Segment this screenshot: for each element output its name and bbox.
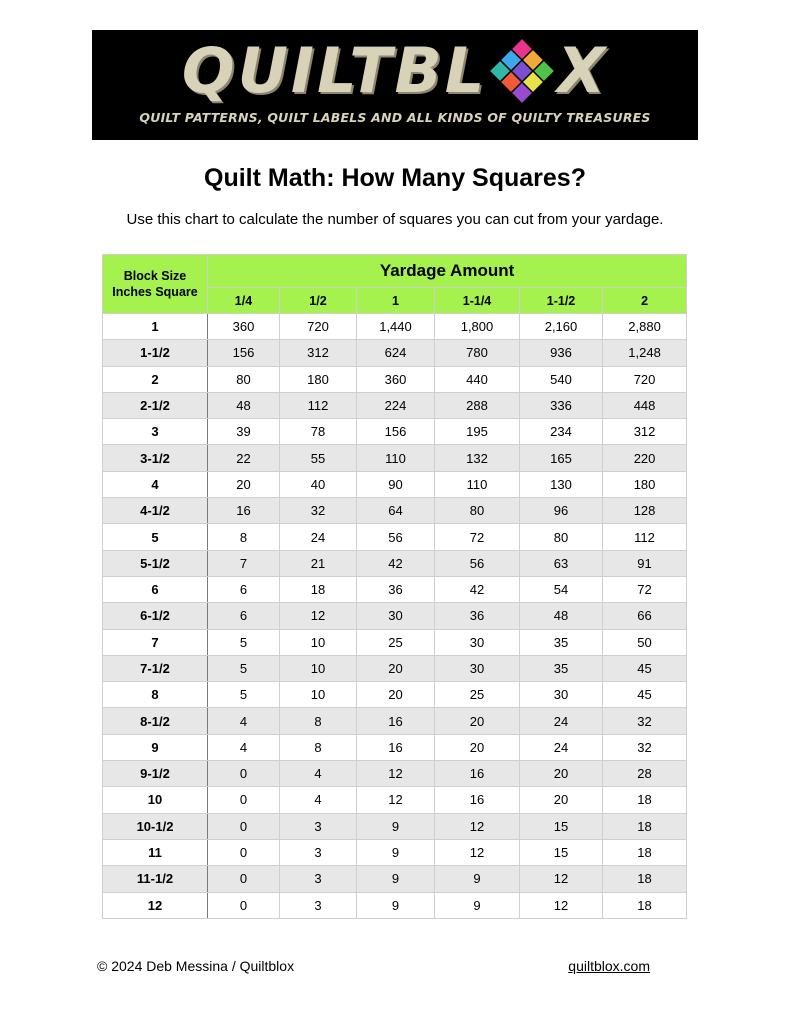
squares-count-cell: 3 (280, 866, 357, 892)
table-row (103, 550, 687, 576)
squares-count-cell: 30 (435, 655, 520, 681)
squares-count-cell: 20 (435, 708, 520, 734)
squares-count-cell: 72 (435, 524, 520, 550)
squares-count-cell: 0 (208, 787, 280, 813)
squares-count-cell: 234 (520, 419, 603, 445)
logo-text-right: X (557, 34, 609, 107)
table-row (103, 340, 687, 366)
squares-count-cell: 45 (603, 655, 687, 681)
squares-count-cell: 20 (208, 471, 280, 497)
squares-count-cell: 16 (435, 787, 520, 813)
table-row (103, 524, 687, 550)
squares-count-cell: 1,440 (357, 314, 435, 340)
squares-count-cell: 21 (280, 550, 357, 576)
block-size-cell: 11 (103, 839, 208, 865)
squares-count-cell: 2,160 (520, 314, 603, 340)
squares-count-cell: 48 (520, 603, 603, 629)
squares-count-cell: 7 (208, 550, 280, 576)
table-body (103, 314, 687, 919)
table-row (103, 682, 687, 708)
squares-count-cell: 0 (208, 839, 280, 865)
squares-count-cell: 180 (280, 366, 357, 392)
squares-count-cell: 20 (520, 761, 603, 787)
squares-count-cell: 720 (603, 366, 687, 392)
squares-count-cell: 624 (357, 340, 435, 366)
squares-count-cell: 128 (603, 498, 687, 524)
squares-count-cell: 40 (280, 471, 357, 497)
squares-count-cell: 312 (280, 340, 357, 366)
squares-count-cell: 12 (357, 761, 435, 787)
squares-count-cell: 8 (280, 734, 357, 760)
block-size-cell: 4 (103, 471, 208, 497)
squares-count-cell: 440 (435, 366, 520, 392)
squares-count-cell: 112 (603, 524, 687, 550)
squares-count-cell: 12 (520, 866, 603, 892)
block-size-cell: 6 (103, 576, 208, 602)
block-size-cell: 1 (103, 314, 208, 340)
table-row (103, 813, 687, 839)
squares-count-cell: 360 (208, 314, 280, 340)
yardage-column-header: 1 (357, 288, 435, 314)
squares-count-cell: 18 (603, 892, 687, 918)
squares-count-cell: 10 (280, 682, 357, 708)
squares-count-cell: 16 (208, 498, 280, 524)
block-size-cell: 12 (103, 892, 208, 918)
table-row (103, 629, 687, 655)
squares-count-cell: 3 (280, 892, 357, 918)
table-row (103, 419, 687, 445)
table-row (103, 603, 687, 629)
squares-count-cell: 6 (208, 576, 280, 602)
squares-count-cell: 12 (357, 787, 435, 813)
squares-count-cell: 18 (603, 839, 687, 865)
squares-count-cell: 78 (280, 419, 357, 445)
squares-count-cell: 24 (520, 708, 603, 734)
squares-count-cell: 15 (520, 839, 603, 865)
table-row (103, 839, 687, 865)
squares-count-cell: 66 (603, 603, 687, 629)
squares-count-cell: 3 (280, 839, 357, 865)
squares-count-cell: 9 (357, 892, 435, 918)
squares-count-cell: 35 (520, 655, 603, 681)
squares-count-cell: 56 (435, 550, 520, 576)
squares-count-cell: 4 (280, 787, 357, 813)
copyright-text: © 2024 Deb Messina / Quiltblox (97, 958, 295, 974)
squares-count-cell: 32 (280, 498, 357, 524)
squares-count-cell: 720 (280, 314, 357, 340)
squares-count-cell: 15 (520, 813, 603, 839)
block-size-cell: 7 (103, 629, 208, 655)
squares-count-cell: 12 (435, 839, 520, 865)
squares-count-cell: 112 (280, 392, 357, 418)
squares-count-cell: 54 (520, 576, 603, 602)
table-row (103, 471, 687, 497)
squares-count-cell: 6 (208, 603, 280, 629)
squares-count-cell: 35 (520, 629, 603, 655)
squares-count-cell: 360 (357, 366, 435, 392)
squares-count-cell: 72 (603, 576, 687, 602)
block-size-cell: 10 (103, 787, 208, 813)
squares-count-cell: 56 (357, 524, 435, 550)
squares-count-cell: 30 (357, 603, 435, 629)
squares-count-cell: 2,880 (603, 314, 687, 340)
squares-count-cell: 55 (280, 445, 357, 471)
block-size-cell: 4-1/2 (103, 498, 208, 524)
squares-count-cell: 90 (357, 471, 435, 497)
squares-count-cell: 936 (520, 340, 603, 366)
squares-count-cell: 16 (357, 734, 435, 760)
table-row (103, 655, 687, 681)
squares-count-cell: 540 (520, 366, 603, 392)
block-size-cell: 7-1/2 (103, 655, 208, 681)
squares-count-cell: 156 (208, 340, 280, 366)
squares-count-cell: 0 (208, 866, 280, 892)
squares-count-cell: 224 (357, 392, 435, 418)
yardage-column-header: 1-1/4 (435, 288, 520, 314)
squares-count-cell: 156 (357, 419, 435, 445)
squares-count-cell: 9 (357, 813, 435, 839)
logo-tagline: QUILT PATTERNS, QUILT LABELS AND ALL KINDS OF QUILTY TREASURES (139, 110, 651, 125)
squares-count-cell: 18 (603, 813, 687, 839)
squares-count-cell: 110 (435, 471, 520, 497)
squares-count-cell: 30 (520, 682, 603, 708)
squares-count-cell: 30 (435, 629, 520, 655)
quilt-block-logo-icon (489, 38, 555, 104)
squares-count-cell: 8 (208, 524, 280, 550)
table-row (103, 498, 687, 524)
logo-banner (92, 30, 698, 140)
squares-count-cell: 28 (603, 761, 687, 787)
squares-count-cell: 20 (357, 682, 435, 708)
squares-count-cell: 12 (435, 813, 520, 839)
yardage-header: Yardage Amount (208, 255, 687, 288)
squares-count-cell: 4 (208, 708, 280, 734)
block-size-cell: 3 (103, 419, 208, 445)
squares-count-cell: 0 (208, 761, 280, 787)
squares-count-cell: 18 (603, 787, 687, 813)
squares-count-cell: 8 (280, 708, 357, 734)
block-size-cell: 8 (103, 682, 208, 708)
squares-count-cell: 9 (435, 892, 520, 918)
squares-count-cell: 3 (280, 813, 357, 839)
squares-count-cell: 10 (280, 655, 357, 681)
logo-wordmark (92, 36, 698, 106)
squares-table (102, 254, 687, 919)
squares-count-cell: 130 (520, 471, 603, 497)
squares-count-cell: 20 (520, 787, 603, 813)
squares-count-cell: 12 (520, 892, 603, 918)
table-row (103, 761, 687, 787)
block-size-cell: 3-1/2 (103, 445, 208, 471)
yardage-column-header: 1-1/2 (520, 288, 603, 314)
squares-count-cell: 50 (603, 629, 687, 655)
squares-count-cell: 42 (435, 576, 520, 602)
squares-count-cell: 20 (357, 655, 435, 681)
table-row (103, 892, 687, 918)
page-title: Quilt Math: How Many Squares? (204, 164, 586, 192)
squares-count-cell: 9 (435, 866, 520, 892)
squares-count-cell: 24 (280, 524, 357, 550)
yardage-column-header: 2 (603, 288, 687, 314)
squares-count-cell: 132 (435, 445, 520, 471)
squares-count-cell: 110 (357, 445, 435, 471)
block-size-cell: 8-1/2 (103, 708, 208, 734)
squares-count-cell: 36 (357, 576, 435, 602)
squares-count-cell: 91 (603, 550, 687, 576)
squares-count-cell: 80 (208, 366, 280, 392)
block-size-cell: 11-1/2 (103, 866, 208, 892)
squares-count-cell: 20 (435, 734, 520, 760)
block-size-cell: 2-1/2 (103, 392, 208, 418)
yardage-column-header: 1/4 (208, 288, 280, 314)
table-row (103, 708, 687, 734)
table-row (103, 734, 687, 760)
table-row (103, 314, 687, 340)
squares-count-cell: 10 (280, 629, 357, 655)
squares-count-cell: 39 (208, 419, 280, 445)
block-size-cell: 10-1/2 (103, 813, 208, 839)
squares-count-cell: 22 (208, 445, 280, 471)
squares-count-cell: 5 (208, 682, 280, 708)
block-size-header: Block Size Inches Square (103, 255, 208, 314)
squares-count-cell: 4 (280, 761, 357, 787)
squares-count-cell: 80 (435, 498, 520, 524)
table-row (103, 445, 687, 471)
squares-count-cell: 96 (520, 498, 603, 524)
squares-count-cell: 9 (357, 839, 435, 865)
squares-count-cell: 32 (603, 708, 687, 734)
squares-count-cell: 48 (208, 392, 280, 418)
logo-text-left: QUILTBL (181, 34, 488, 107)
squares-count-cell: 1,248 (603, 340, 687, 366)
squares-count-cell: 1,800 (435, 314, 520, 340)
squares-count-cell: 0 (208, 892, 280, 918)
yardage-column-header: 1/2 (280, 288, 357, 314)
squares-count-cell: 42 (357, 550, 435, 576)
squares-count-cell: 220 (603, 445, 687, 471)
block-size-cell: 6-1/2 (103, 603, 208, 629)
squares-count-cell: 25 (357, 629, 435, 655)
block-size-cell: 2 (103, 366, 208, 392)
website-link[interactable]: quiltblox.com (568, 958, 650, 974)
squares-count-cell: 0 (208, 813, 280, 839)
block-size-cell: 9-1/2 (103, 761, 208, 787)
squares-count-cell: 18 (280, 576, 357, 602)
squares-count-cell: 9 (357, 866, 435, 892)
squares-count-cell: 288 (435, 392, 520, 418)
squares-count-cell: 5 (208, 629, 280, 655)
squares-count-cell: 32 (603, 734, 687, 760)
squares-count-cell: 12 (280, 603, 357, 629)
squares-count-cell: 16 (435, 761, 520, 787)
squares-count-cell: 63 (520, 550, 603, 576)
table-row (103, 576, 687, 602)
block-size-cell: 5-1/2 (103, 550, 208, 576)
squares-count-cell: 25 (435, 682, 520, 708)
squares-count-cell: 16 (357, 708, 435, 734)
block-size-cell: 9 (103, 734, 208, 760)
page-subtitle: Use this chart to calculate the number of squares you can cut from your yardage. (126, 211, 664, 228)
squares-count-cell: 195 (435, 419, 520, 445)
squares-count-cell: 64 (357, 498, 435, 524)
squares-count-cell: 165 (520, 445, 603, 471)
squares-count-cell: 18 (603, 866, 687, 892)
squares-count-cell: 4 (208, 734, 280, 760)
squares-count-cell: 336 (520, 392, 603, 418)
table-row (103, 392, 687, 418)
block-size-cell: 5 (103, 524, 208, 550)
squares-count-cell: 5 (208, 655, 280, 681)
block-size-cell: 1-1/2 (103, 340, 208, 366)
squares-count-cell: 36 (435, 603, 520, 629)
table-row (103, 366, 687, 392)
table-row (103, 866, 687, 892)
squares-count-cell: 24 (520, 734, 603, 760)
squares-count-cell: 45 (603, 682, 687, 708)
squares-count-cell: 80 (520, 524, 603, 550)
squares-count-cell: 312 (603, 419, 687, 445)
squares-count-cell: 180 (603, 471, 687, 497)
squares-count-cell: 780 (435, 340, 520, 366)
table-row (103, 787, 687, 813)
squares-count-cell: 448 (603, 392, 687, 418)
